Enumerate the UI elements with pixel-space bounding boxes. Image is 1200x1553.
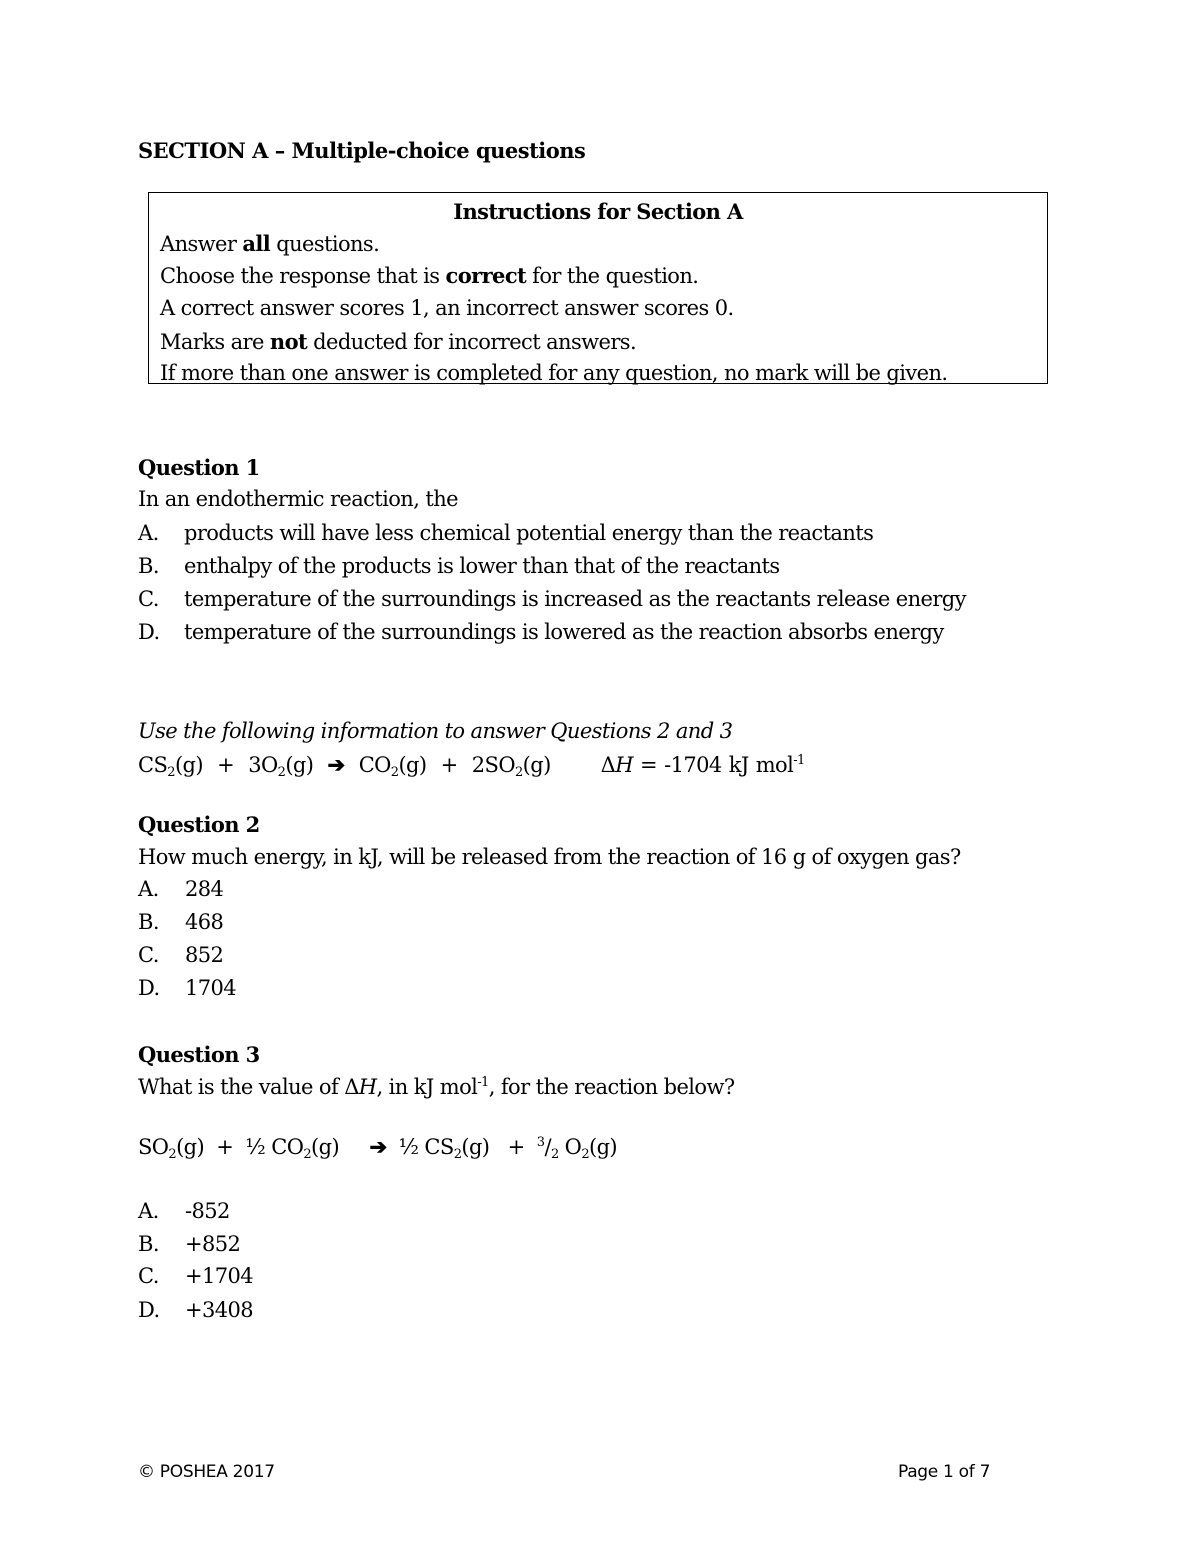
footer-copyright: © POSHEA 2017 <box>138 1462 275 1482</box>
instruction-line-3: A correct answer scores 1, an incorrect answer scores 0. <box>160 296 734 320</box>
question-3-stem: What is the value of ΔH, in kJ mol$^{-1}$, for the reaction below? <box>138 1075 735 1099</box>
question-3-option-b[interactable]: B. +852 <box>138 1232 241 1256</box>
question-1-option-c[interactable]: C. temperature of the surroundings is increased as the reactants release energy <box>138 587 966 611</box>
question-2-heading: Question 2 <box>138 812 260 837</box>
reaction-arrow: ➔ <box>327 752 345 777</box>
instruction-line-5: If more than one answer is completed for any question, no mark will be given. <box>160 361 948 385</box>
footer-page-number: Page 1 of 7 <box>898 1462 991 1482</box>
question-2-option-a[interactable]: A. 284 <box>138 877 224 901</box>
thermochemical-equation: $CS_2(g) + 3O_2(g)$ ➔ $CO_2(g) + 2SO_2(g) \Delta H = -1704$ kJ mol$^{-1}$ <box>138 752 805 780</box>
info-intro: Use the following information to answer Questions 2 and 3 <box>138 719 733 743</box>
question-2-option-d[interactable]: D. 1704 <box>138 976 237 1000</box>
question-3-option-a[interactable]: A. -852 <box>138 1199 230 1223</box>
question-1-option-d[interactable]: D. temperature of the surroundings is lowered as the reaction absorbs energy <box>138 620 944 644</box>
question-1-option-b[interactable]: B. enthalpy of the products is lower than that of the reactants <box>138 554 780 578</box>
instructions-box <box>148 192 1048 384</box>
question-3-option-c[interactable]: C. +1704 <box>138 1264 254 1288</box>
instruction-line-2: Choose the response that is correct for the question. <box>160 263 699 288</box>
instruction-line-4: Marks are not deducted for incorrect answers. <box>160 329 637 354</box>
question-2-option-c[interactable]: C. 852 <box>138 943 224 967</box>
question-1-option-a[interactable]: A. products will have less chemical potential energy than the reactants <box>138 521 874 545</box>
reaction-arrow: ➔ <box>369 1134 387 1159</box>
instructions-title: Instructions for Section A <box>453 199 743 224</box>
question-3-option-d[interactable]: D. +3408 <box>138 1298 254 1322</box>
question-1-heading: Question 1 <box>138 455 260 480</box>
question-2-stem: How much energy, in kJ, will be released from the reaction of 16 g of oxygen gas? <box>138 845 961 869</box>
question-2-option-b[interactable]: B. 468 <box>138 910 224 934</box>
delta-h: ΔH = -1704 kJ mol$^{-1}$ <box>600 753 805 777</box>
question-3-heading: Question 3 <box>138 1042 260 1067</box>
reaction-equation: $SO_2(g)$ + ½ $CO_2(g)$ ➔ ½ $CS_2(g)$ + $^3/_2$ $O_2(g)$ <box>138 1134 618 1162</box>
instruction-line-1: Answer all questions. <box>160 231 380 256</box>
question-1-stem: In an endothermic reaction, the <box>138 487 458 511</box>
section-title: SECTION A – Multiple-choice questions <box>138 138 586 163</box>
